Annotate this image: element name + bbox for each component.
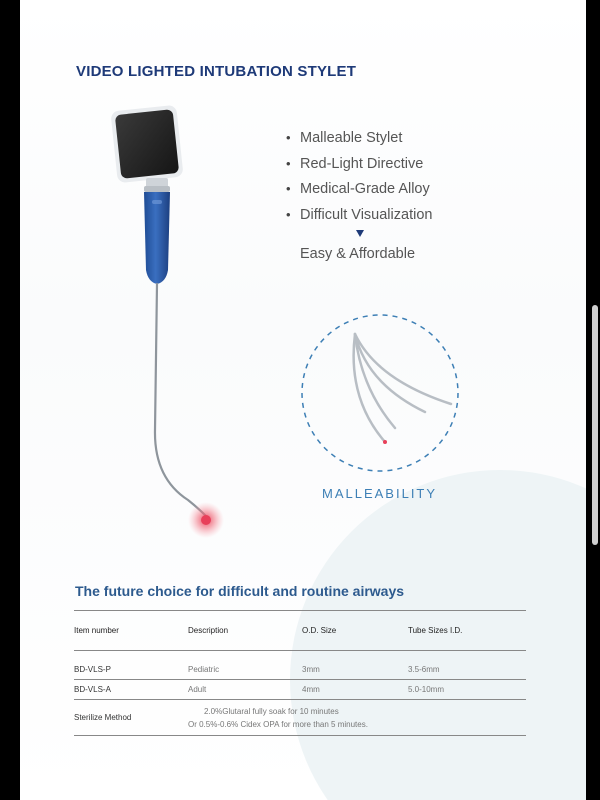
table-row — [74, 680, 526, 700]
sterilize-line: 2.0%Glutaral fully soak for 10 minutes — [204, 706, 339, 716]
spec-table — [74, 610, 526, 736]
down-arrow-icon — [356, 230, 364, 237]
header-description: Description — [188, 611, 302, 651]
bullet-icon: • — [286, 155, 291, 171]
handle — [144, 192, 170, 284]
stylet-shaft — [155, 284, 206, 516]
header-od-size: O.D. Size — [302, 611, 408, 651]
cell-item-number: BD-VLS-A — [74, 680, 188, 700]
malleability-label: MALLEABILITY — [322, 486, 438, 501]
bullet-icon: • — [286, 206, 291, 222]
cell-item-number: BD-VLS-P — [74, 660, 188, 680]
table-spacer — [74, 651, 526, 660]
feature-item: • Difficult Visualization — [286, 204, 432, 230]
cell-description: Adult — [188, 680, 302, 700]
conclusion-text: Easy & Affordable — [300, 246, 416, 262]
feature-item: • Medical-Grade Alloy — [286, 178, 432, 204]
bullet-icon: • — [286, 181, 291, 196]
connector — [144, 178, 170, 192]
malleability-diagram — [295, 308, 465, 478]
feature-item: • Red-Light Directive — [286, 153, 432, 179]
scrollbar-handle[interactable] — [592, 305, 598, 545]
right-border — [586, 0, 600, 800]
sterilize-label: Sterilize Method — [74, 700, 188, 736]
tip-light-core — [201, 515, 211, 525]
monitor-screen — [110, 105, 183, 184]
cell-description: Pediatric — [188, 660, 302, 680]
header-tube-sizes: Tube Sizes I.D. — [408, 611, 526, 651]
sterilize-line: Or 0.5%-0.6% Cidex OPA for more than 5 minutes. — [188, 719, 368, 729]
header-item-number: Item number — [74, 611, 188, 651]
left-border — [0, 0, 20, 800]
stylet-device-illustration — [20, 0, 320, 560]
sterilize-method — [188, 700, 526, 736]
section-subtitle: The future choice for difficult and routine airways — [75, 583, 405, 599]
feature-item: • Malleable Stylet — [286, 127, 432, 153]
cell-od-size: 4mm — [302, 680, 408, 700]
brochure-page — [20, 0, 586, 800]
cell-od-size: 3mm — [302, 660, 408, 680]
table-header-row — [74, 611, 526, 651]
cell-tube-size: 5.0-10mm — [408, 680, 526, 700]
bullet-icon: • — [286, 130, 291, 145]
feature-list — [286, 127, 432, 229]
cell-tube-size: 3.5-6mm — [408, 660, 526, 680]
page-title: VIDEO LIGHTED INTUBATION STYLET — [76, 63, 357, 80]
table-row — [74, 660, 526, 680]
sterilize-row — [74, 700, 526, 736]
